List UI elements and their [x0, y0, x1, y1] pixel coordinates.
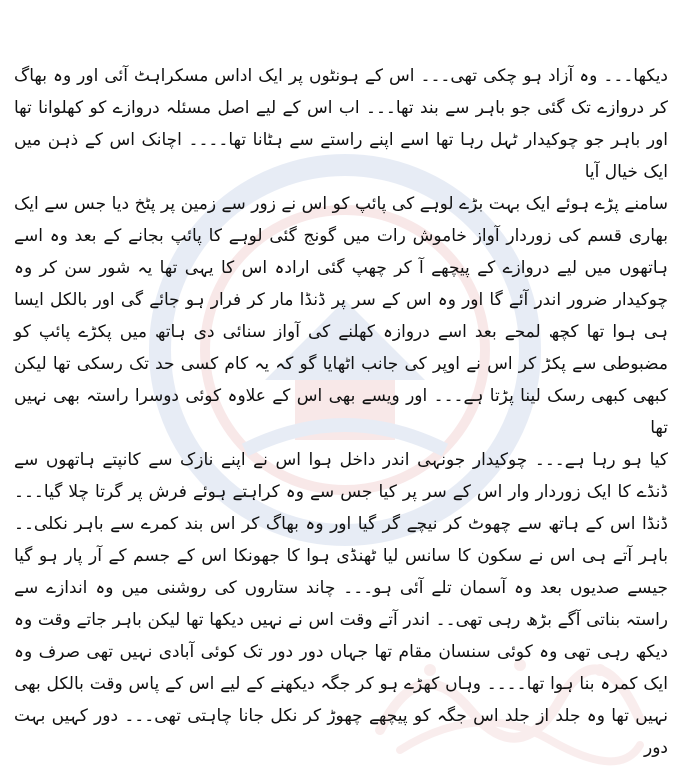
- paragraph-3: کیا ہو رہا ہے۔۔۔ چوکیدار جونہی اندر داخل ہوا اس نے اپنے نازک سے کانپتے ہاتھوں سے ڈنڈے کا ایک زوردار وار اس کے سر پر کیا جس سے وہ کراہتے ہوئے فرش پر گرتا چلا گیا۔۔۔ ڈنڈا اس کے ہاتھ سے چھوٹ کر نیچے گر گیا اور وہ بھاگ کر اس بند کمرے سے باہر نکلی۔۔ باہر آتے ہی اس نے سکون کا سانس لیا ٹھنڈی ہوا کا جھونکا اس کے جسم کے آر پار ہو گیا جیسے صدیوں بعد وہ آسمان تلے آئی ہو۔۔۔ چاند ستاروں کی روشنی میں وہ اندازے سے راستہ بناتی آگے بڑھ رہی تھی۔۔ اندر آتے وقت اس نے نہیں دیکھا تھا لیکن باہر جاتے وقت وہ دیکھ رہی تھی وہ کوئی سنسان مقام تھا جہاں دور دور تک کوئی آبادی نہیں تھی صرف وہ ایک کمرہ بنا ہوا تھا۔۔۔۔ وہاں کھڑے ہو کر جگہ دیکھنے کے لیے اس کے پاس وقت بالکل بھی نہیں تھا وہ جلد از جلد اس جگہ کو پیچھے چھوڑ کر نکل جانا چاہتی تھی۔۔۔ دور کہیں بہت دور: [14, 450, 668, 758]
- paragraph-1: دیکھا۔۔۔ وہ آزاد ہو چکی تھی۔۔۔ اس کے ہونٹوں پر ایک اداس مسکراہٹ آئی اور وہ بھاگ کر دروازے تک گئی جو باہر سے بند تھا۔۔۔ اب اس کے لیے اصل مسئلہ دروازے کو کھلوانا تھا اور باہر جو چوکیدار ٹہل رہا تھا اسے اپنے راستے سے ہٹانا تھا۔۔۔۔ اچانک اس کے ذہن میں ایک خیال آیا: [14, 66, 668, 182]
- urdu-novel-page: [14, 60, 668, 764]
- paragraph-2: سامنے پڑے ہوئے ایک بہت بڑے لوہے کی پائپ کو اس نے زور سے زمین پر پٹخ دیا جس سے ایک بھاری قسم کی زوردار آواز خاموش رات میں گونج گئی لوہے کا پائپ بجانے کے بعد وہ اسے ہاتھوں میں لیے دروازے کے پیچھے آ کر چھپ گئی ارادہ اس کا یہی تھا یہ شور سن کر وہ چوکیدار ضرور اندر آئے گا اور وہ اس کے سر پر ڈنڈا مار کر فرار ہو جائے گی اور بالکل ایسا ہی ہوا تھا کچھ لمحے بعد اسے دروازہ کھلنے کی آواز سنائی دی ہاتھ میں پکڑے پائپ کو مضبوطی سے پکڑ کر اس نے اوپر کی جانب اٹھایا گو کہ یہ کام کسی حد تک رسکی تھا لیکن کبھی کبھی رسک لینا پڑتا ہے۔۔۔ اور ویسے بھی اس کے علاوہ کوئی دوسرا راستہ بھی نہیں تھا: [14, 194, 668, 438]
